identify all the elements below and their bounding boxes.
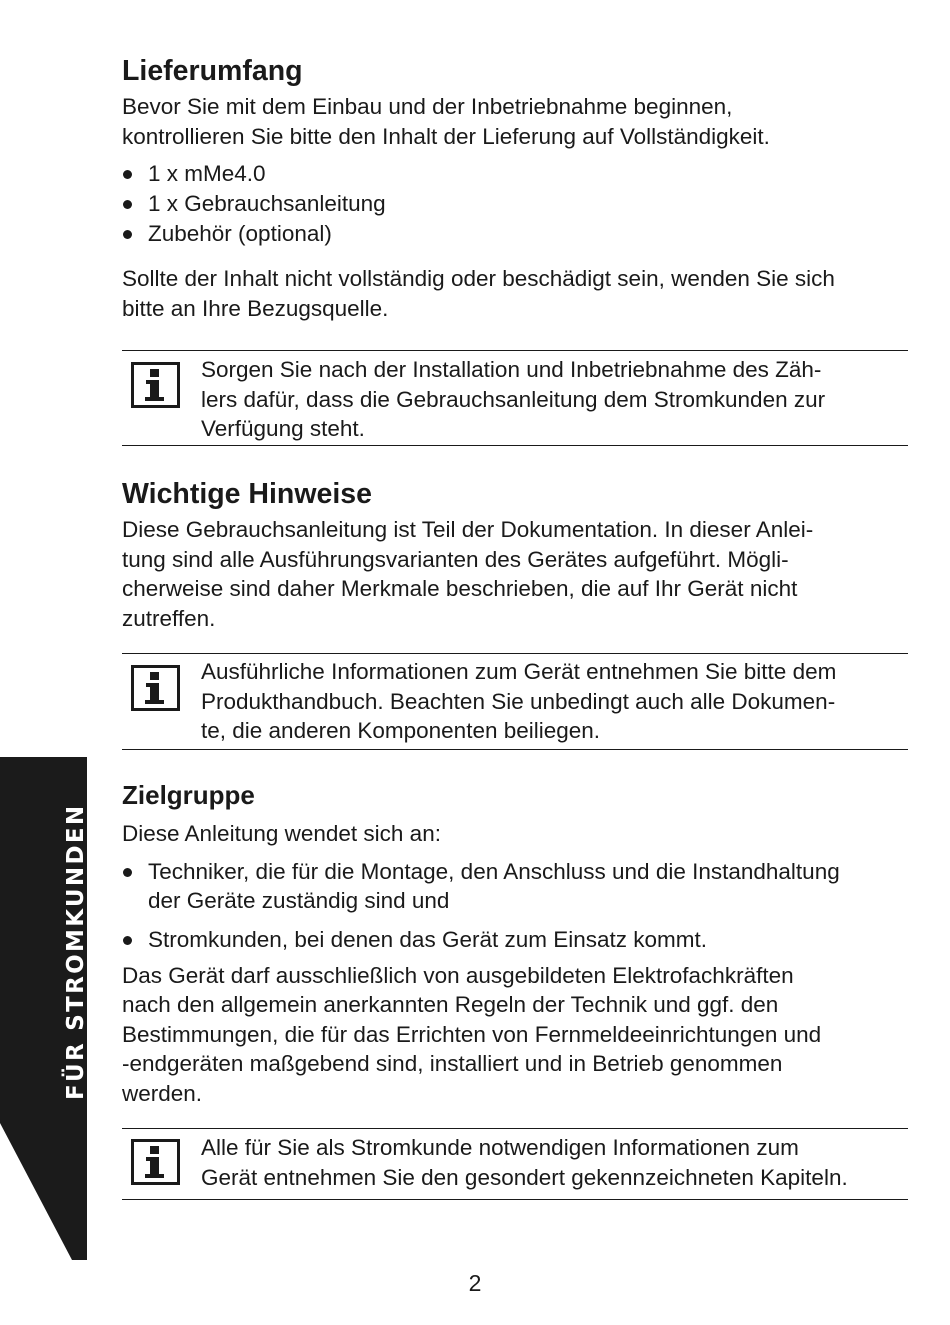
info-icon	[131, 362, 180, 408]
note-text: Alle für Sie als Stromkunde notwendigen Informationen zum Gerät entnehmen Sie den gesondert gekennzeichneten Kapiteln.	[201, 1135, 848, 1190]
section-hinweise	[122, 477, 908, 634]
note-text: Sorgen Sie nach der Installation und Inbetriebnahme des Zäh- lers dafür, dass die Gebrauchsanleitung dem Stromkunden zur Verfügung steht.	[201, 357, 826, 442]
list-item: Zubehör (optional)	[122, 219, 908, 249]
paragraph: Das Gerät darf ausschließlich von ausgebildeten Elektrofachkräften nach den allgemein anerkannten Regeln der Technik und ggf. den Bestimmungen, die für das Errichten von Fernmeldeeinrichtungen und -endgeräten maßgebend sind, installiert und in Betrieb genommen werden.	[122, 962, 822, 1106]
list-item: Stromkunden, bei denen das Gerät zum Einsatz kommt.	[122, 925, 908, 955]
heading-zielgruppe: Zielgruppe	[122, 780, 255, 810]
info-note	[122, 653, 908, 750]
list-item: 1 x Gebrauchsanleitung	[122, 189, 908, 219]
info-note	[122, 350, 908, 446]
section-lieferumfang	[122, 54, 908, 323]
section-zielgruppe	[122, 780, 908, 1109]
info-icon	[131, 1139, 180, 1185]
page-number: 2	[468, 1270, 482, 1296]
paragraph: Diese Anleitung wendet sich an:	[122, 821, 441, 847]
info-icon	[131, 665, 180, 711]
paragraph: Sollte der Inhalt nicht vollständig oder beschädigt sein, wenden Sie sich bitte an Ihre Bezugsquelle.	[122, 266, 835, 321]
heading-lieferumfang: Lieferumfang	[122, 55, 303, 87]
paragraph: Bevor Sie mit dem Einbau und der Inbetriebnahme beginnen, kontrollieren Sie bitte den Inhalt der Lieferung auf Vollständigkeit.	[122, 94, 770, 149]
delivery-list	[122, 159, 908, 248]
info-note	[122, 1128, 908, 1200]
audience-list	[122, 857, 908, 955]
heading-wichtige-hinweise: Wichtige Hinweise	[122, 478, 372, 510]
side-label: FÜR STROMKUNDEN	[63, 803, 89, 1100]
note-text: Ausführliche Informationen zum Gerät entnehmen Sie bitte dem Produkthandbuch. Beachten Sie unbedingt auch alle Dokumen- te, die anderen Komponenten beiliegen.	[201, 659, 837, 744]
list-item: Techniker, die für die Montage, den Anschluss und die Instandhaltung der Geräte zuständig sind und	[122, 857, 908, 916]
paragraph: Diese Gebrauchsanleitung ist Teil der Dokumentation. In dieser Anlei- tung sind alle Ausführungsvarianten des Gerätes aufgeführt. Mögli- cherweise sind daher Merkmale beschrieben, die auf Ihr Gerät nicht zutreffen.	[122, 517, 814, 631]
list-item: 1 x mMe4.0	[122, 159, 908, 189]
